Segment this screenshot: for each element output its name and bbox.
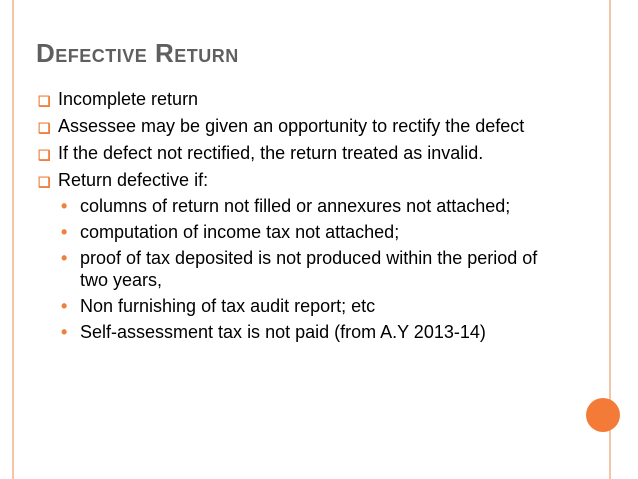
bullet-text: Return defective if:: [58, 170, 209, 190]
round-bullet-icon: •: [61, 222, 68, 242]
decorative-circle: [586, 398, 620, 432]
bullet-text: Assessee may be given an opportunity to rectify the defect: [58, 116, 525, 136]
round-bullet-icon: •: [61, 196, 68, 216]
slide-title: Defective Return: [36, 38, 239, 68]
sub-bullet-item: [58, 195, 558, 217]
round-bullet-icon: •: [61, 248, 68, 268]
bullet-list: [38, 88, 558, 348]
sub-bullet-text: Self-assessment tax is not paid (from A.Y 2013-14): [80, 322, 486, 342]
sub-bullet-text: Non furnishing of tax audit report; etc: [80, 296, 376, 316]
square-bullet-icon: ❑: [38, 147, 51, 163]
sub-bullet-text: proof of tax deposited is not produced within the period of two years,: [80, 248, 538, 290]
bullet-text: Incomplete return: [58, 89, 199, 109]
sub-bullet-item: [58, 321, 558, 343]
sub-bullet-text: columns of return not filled or annexures not attached;: [80, 196, 511, 216]
bullet-item: [38, 142, 558, 164]
square-bullet-icon: ❑: [38, 120, 51, 136]
bullet-item: [38, 88, 558, 110]
round-bullet-icon: •: [61, 296, 68, 316]
round-bullet-icon: •: [61, 322, 68, 342]
sub-bullet-item: [58, 221, 558, 243]
sub-bullet-text: computation of income tax not attached;: [80, 222, 400, 242]
bullet-item: [38, 169, 558, 343]
square-bullet-icon: ❑: [38, 93, 51, 109]
sub-bullet-item: [58, 295, 558, 317]
bullet-item: [38, 115, 558, 137]
bullet-text: If the defect not rectified, the return treated as invalid.: [58, 143, 484, 163]
sub-bullet-list: [58, 195, 558, 343]
sub-bullet-item: [58, 247, 558, 291]
square-bullet-icon: ❑: [38, 174, 51, 190]
